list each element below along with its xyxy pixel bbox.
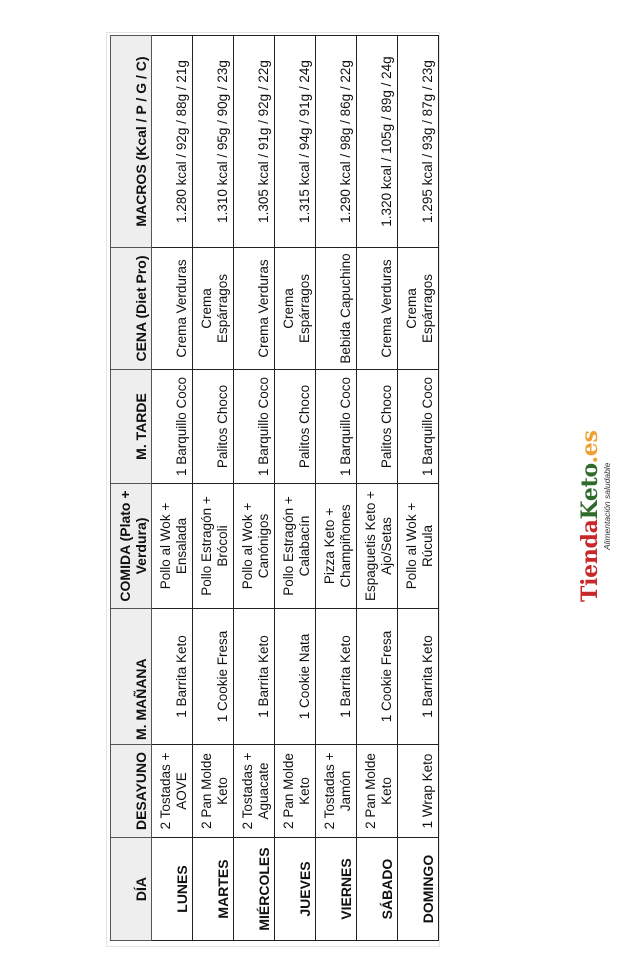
macros-cell: 1.310 kcal / 95g / 90g / 23g [193,36,234,248]
media-manana-cell: 1 Cookie Fresa [193,609,234,745]
cena-cell: Bebida Capuchino [316,248,357,370]
comida-cell: Pollo al Wok + Canónigos [234,484,275,609]
tiendaketo-logo [578,412,614,602]
comida-cell: Pollo Estragón + Brócoli [193,484,234,609]
cena-cell: Crema Verduras [357,248,398,370]
cena-cell: Crema Espárragos [193,248,234,370]
header-dia: DÍA [111,838,152,941]
comida-cell: Espaguetis Keto + Ajo/Setas [357,484,398,609]
header-media-manana: M. MAÑANA [111,609,152,745]
header-comida: COMIDA (Plato + Verdura) [111,484,152,609]
media-manana-cell: 1 Barrita Keto [234,609,275,745]
macros-cell: 1.305 kcal / 91g / 92g / 22g [234,36,275,248]
macros-cell: 1.320 kcal / 105g / 89g / 24g [357,36,398,248]
media-manana-cell: 1 Barrita Keto [398,609,439,745]
logo-wordmark [578,412,602,602]
logo-tienda: Tienda [577,519,603,602]
table-row [152,36,193,941]
day-cell: MARTES [193,838,234,941]
table-row [357,36,398,941]
table-row [316,36,357,941]
day-cell: LUNES [152,838,193,941]
header-media-tarde: M. TARDE [111,370,152,484]
media-tarde-cell: Palitos Choco [193,370,234,484]
macros-cell: 1.280 kcal / 92g / 88g / 21g [152,36,193,248]
desayuno-cell: 1 Wrap Keto [398,745,439,838]
logo-es: .es [577,430,603,464]
table-row [193,36,234,941]
comida-cell: Pollo al Wok + Ensalada [152,484,193,609]
day-cell: SÁBADO [357,838,398,941]
media-tarde-cell: 1 Barquillo Coco [316,370,357,484]
macros-cell: 1.295 kcal / 93g / 87g / 23g [398,36,439,248]
logo-keto: Keto [577,463,603,520]
meal-plan-table [110,35,439,941]
table-row [234,36,275,941]
media-manana-cell: 1 Cookie Nata [275,609,316,745]
cena-cell: Crema Espárragos [275,248,316,370]
day-cell: DOMINGO [398,838,439,941]
desayuno-cell: 2 Tostadas + Aguacate [234,745,275,838]
comida-cell: Pollo Estragón + Calabacín [275,484,316,609]
media-manana-cell: 1 Barrita Keto [152,609,193,745]
day-cell: MIÉRCOLES [234,838,275,941]
cena-cell: Crema Espárragos [398,248,439,370]
desayuno-cell: 2 Pan Molde Keto [275,745,316,838]
meal-plan-table-container [110,36,438,941]
desayuno-cell: 2 Tostadas + Jamón [316,745,357,838]
day-cell: VIERNES [316,838,357,941]
macros-cell: 1.290 kcal / 98g / 86g / 22g [316,36,357,248]
header-desayuno: DESAYUNO [111,745,152,838]
media-tarde-cell: 1 Barquillo Coco [398,370,439,484]
day-cell: JUEVES [275,838,316,941]
desayuno-cell: 2 Tostadas + AOVE [152,745,193,838]
logo-tagline: Alimentación saludable [602,462,612,550]
media-manana-cell: 1 Barrita Keto [316,609,357,745]
table-row [275,36,316,941]
media-manana-cell: 1 Cookie Fresa [357,609,398,745]
macros-cell: 1.315 kcal / 94g / 91g / 24g [275,36,316,248]
media-tarde-cell: Palitos Choco [357,370,398,484]
desayuno-cell: 2 Pan Molde Keto [357,745,398,838]
comida-cell: Pollo al Wok + Rúcula [398,484,439,609]
cena-cell: Crema Verduras [234,248,275,370]
media-tarde-cell: Palitos Choco [275,370,316,484]
header-row [111,36,152,941]
media-tarde-cell: 1 Barquillo Coco [152,370,193,484]
table-row [398,36,439,941]
header-macros: MACROS (Kcal / P / G / C) [111,36,152,248]
header-cena: CENA (Diet Pro) [111,248,152,370]
media-tarde-cell: 1 Barquillo Coco [234,370,275,484]
comida-cell: Pizza Keto + Champiñones [316,484,357,609]
desayuno-cell: 2 Pan Molde Keto [193,745,234,838]
cena-cell: Crema Verduras [152,248,193,370]
